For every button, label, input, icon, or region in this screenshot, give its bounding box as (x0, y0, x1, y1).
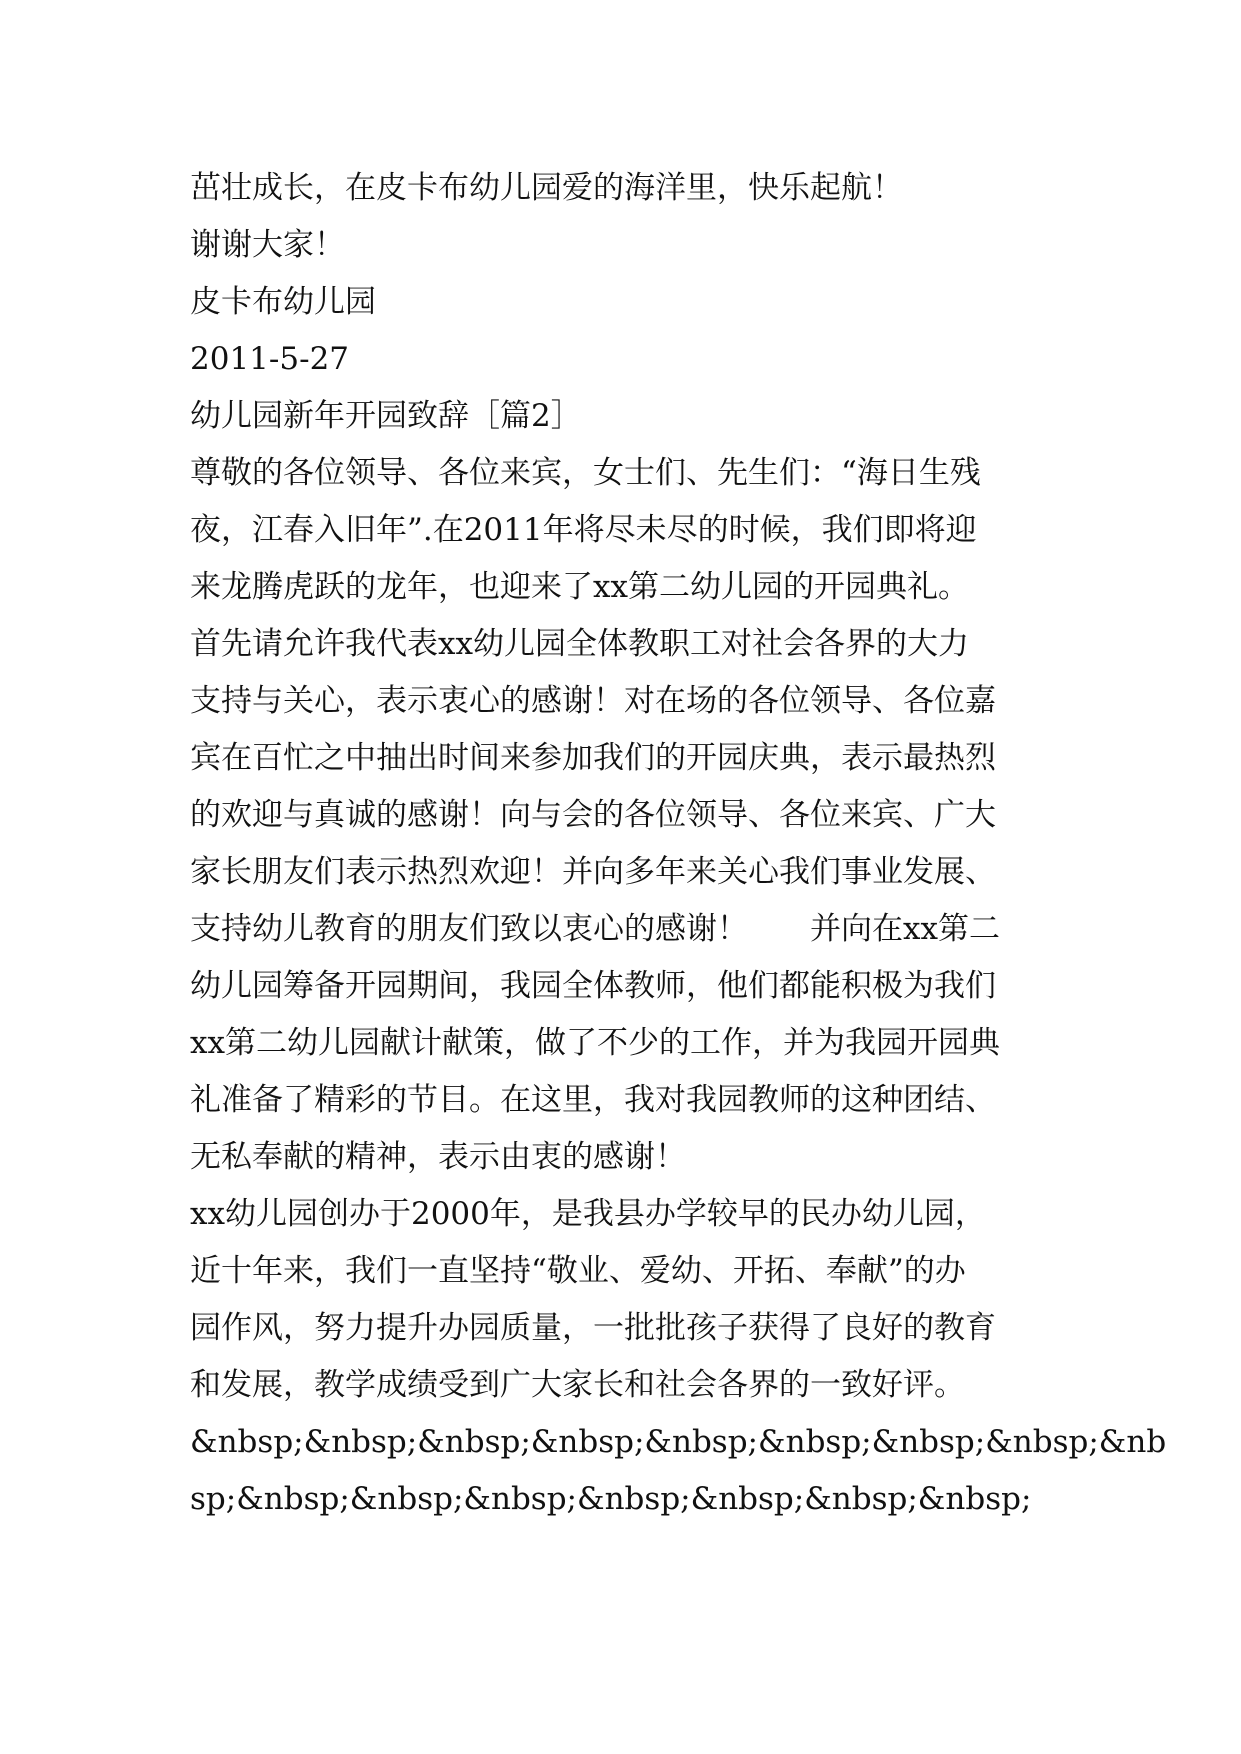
text-line: 幼儿园筹备开园期间，我园全体教师，他们都能积极为我们 (190, 968, 996, 1004)
text-line: 宾在百忙之中抽出时间来参加我们的开园庆典，表示最热烈 (190, 740, 996, 776)
text-line: 支持与关心，表示衷心的感谢！对在场的各位领导、各位嘉 (190, 683, 996, 719)
text-line: 礼准备了精彩的节目。在这里，我对我园教师的这种团结、 (190, 1082, 996, 1118)
text-line: 园作风，努力提升办园质量，一批批孩子获得了良好的教育 (190, 1310, 996, 1346)
text-line: 首先请允许我代表xx幼儿园全体教职工对社会各界的大力 (190, 626, 969, 662)
text-line: 茁壮成长，在皮卡布幼儿园爱的海洋里，快乐起航！ (190, 170, 903, 206)
closing-thanks: 谢谢大家！ (190, 227, 345, 263)
signature-date: 2011-5-27 (190, 341, 350, 377)
text-line: 近十年来，我们一直坚持“敬业、爱幼、开拓、奉献”的办 (190, 1253, 966, 1289)
text-line: 无私奉献的精神，表示由衷的感谢！ (190, 1139, 686, 1175)
document-body (190, 160, 1167, 1528)
text-line: xx幼儿园创办于2000年，是我县办学较早的民办幼儿园， (190, 1196, 986, 1232)
text-line: sp;&nbsp;&nbsp;&nbsp;&nbsp;&nbsp;&nbsp;&nbsp; (190, 1481, 1032, 1517)
section-heading: 幼儿园新年开园致辞［篇2］ (190, 398, 582, 434)
text-line: xx第二幼儿园献计献策，做了不少的工作，并为我园开园典 (190, 1025, 1000, 1061)
signature-org: 皮卡布幼儿园 (190, 284, 376, 320)
text-line: 尊敬的各位领导、各位来宾，女士们、先生们：“海日生残 (190, 455, 981, 491)
text-line: 夜，江春入旧年”.在2011年将尽未尽的时候，我们即将迎 (190, 512, 977, 548)
text-line: 来龙腾虎跃的龙年，也迎来了xx第二幼儿园的开园典礼。 (190, 569, 969, 605)
text-line: 支持幼儿教育的朋友们致以衷心的感谢！ 并向在xx第二 (190, 911, 1000, 947)
text-line: &nbsp;&nbsp;&nbsp;&nbsp;&nbsp;&nbsp;&nbsp;&nbsp;&nb (190, 1424, 1167, 1460)
text-line: 和发展，教学成绩受到广大家长和社会各界的一致好评。 (190, 1367, 965, 1403)
text-line: 的欢迎与真诚的感谢！向与会的各位领导、各位来宾、广大 (190, 797, 996, 833)
text-line: 家长朋友们表示热烈欢迎！并向多年来关心我们事业发展、 (190, 854, 996, 890)
